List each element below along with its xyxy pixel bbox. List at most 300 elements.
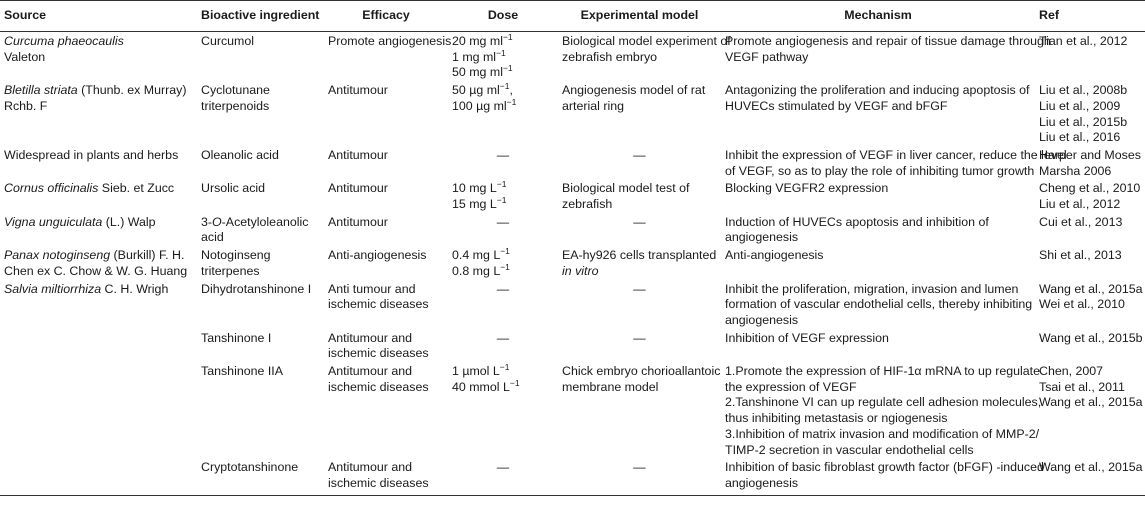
cell-dose	[448, 458, 558, 495]
cell-line	[201, 282, 320, 298]
text-run: 3.Inhibition of matrix invasion and modification of MMP-2/	[725, 426, 1040, 441]
cell-line	[201, 215, 320, 231]
text-run: 20 mg ml	[452, 34, 503, 48]
cell-source	[0, 81, 197, 146]
text-run: —	[633, 460, 646, 475]
cell-bioactive-ingredient	[197, 179, 324, 212]
text-run: Marsha 2006	[1039, 163, 1112, 178]
cell-line	[1039, 148, 1141, 164]
cell-mechanism	[721, 146, 1067, 179]
text-run: 15 mg L	[452, 197, 497, 212]
table-row	[0, 213, 1145, 246]
cell-line	[725, 282, 1031, 298]
superscript: −1	[500, 261, 510, 272]
cell-line	[452, 65, 554, 81]
italic-text: Salvia miltiorrhiza	[4, 281, 102, 296]
text-run: Cryptotanshinone	[201, 460, 299, 475]
text-run: triterpenoids	[201, 98, 270, 113]
text-run: 1 mg ml	[452, 49, 497, 64]
cell-line	[562, 50, 717, 66]
cell-line	[1039, 99, 1141, 115]
cell-line	[1039, 215, 1141, 231]
cell-line	[4, 99, 193, 115]
cell-line	[562, 380, 717, 396]
cell-bioactive-ingredient	[197, 213, 324, 246]
cell-mechanism	[721, 213, 1035, 246]
text-run: —	[633, 214, 646, 229]
cell-line	[725, 395, 1042, 411]
text-run: Antagonizing the proliferation and inducing apoptosis of	[725, 83, 1030, 98]
superscript: −1	[496, 179, 507, 190]
text-run: (L.) Walp	[102, 214, 156, 229]
cell-line	[4, 83, 193, 99]
cell-line	[328, 331, 444, 347]
text-run: ischemic diseases	[328, 346, 429, 361]
cell-line	[328, 83, 444, 99]
cell-dose	[448, 213, 558, 246]
text-run: Antitumour	[328, 83, 388, 98]
cell-bioactive-ingredient	[197, 362, 324, 458]
text-run: Antitumour and	[328, 330, 413, 345]
cell-line	[328, 476, 444, 492]
cell-line	[562, 34, 731, 50]
cell-line	[452, 215, 554, 231]
text-run: Liu et al., 2008b	[1039, 83, 1128, 98]
cell-line	[328, 181, 444, 197]
cell-mechanism	[721, 179, 1035, 212]
cell-line	[4, 282, 193, 298]
text-run: Ursolic acid	[201, 181, 266, 196]
text-run: —	[633, 281, 646, 296]
cell-line	[4, 181, 193, 197]
cell-line	[328, 282, 444, 298]
cell-line	[725, 364, 1041, 380]
cell-source	[0, 362, 197, 458]
cell-dose	[448, 146, 558, 179]
cell-line	[725, 331, 1031, 347]
text-run: 50 µg ml	[452, 83, 500, 98]
cell-bioactive-ingredient	[197, 280, 324, 329]
table-row	[0, 280, 1145, 329]
cell-line	[725, 181, 1031, 197]
cell-efficacy	[324, 362, 448, 458]
text-run: Chick embryo chorioallantoic	[562, 364, 721, 379]
cell-line	[1039, 380, 1141, 396]
cell-bioactive-ingredient	[197, 246, 324, 279]
text-run: triterpenes	[201, 263, 260, 278]
cell-mechanism	[721, 81, 1035, 146]
text-run: Liu et al., 2015b	[1039, 114, 1128, 129]
cell-line	[201, 181, 320, 197]
text-run: C. H. Wrigh	[101, 281, 169, 296]
cell-line	[201, 248, 320, 264]
text-run: —	[496, 460, 510, 475]
text-run: thus inhibiting metastasis or ngiogenesis	[725, 411, 948, 426]
superscript: −1	[496, 47, 506, 58]
cell-line	[1039, 331, 1141, 347]
cell-efficacy	[324, 280, 448, 329]
text-run: 3-	[201, 214, 213, 229]
cell-ref	[1035, 246, 1145, 279]
cell-line	[562, 248, 717, 264]
cell-line	[328, 297, 444, 313]
text-run: Liu et al., 2012	[1039, 197, 1121, 212]
cell-line	[725, 411, 1031, 427]
cell-efficacy	[324, 32, 452, 82]
cell-line	[1039, 460, 1141, 476]
cell-dose	[448, 81, 558, 146]
text-run: Rchb. F	[4, 98, 48, 113]
cell-experimental-model	[558, 179, 721, 212]
text-run: 100 µg ml	[452, 98, 507, 113]
text-run: Promote angiogenesis	[328, 34, 452, 48]
cell-ref	[1035, 362, 1145, 458]
cell-experimental-model	[558, 146, 721, 179]
text-run: 40 mmol L	[452, 379, 510, 394]
cell-line	[725, 215, 1031, 231]
text-run: ischemic diseases	[328, 475, 429, 490]
cell-mechanism	[721, 362, 1042, 458]
cell-line	[725, 34, 1051, 50]
cell-mechanism	[721, 458, 1044, 495]
text-run: VEGF pathway	[725, 49, 809, 64]
text-run: Wang et al., 2015a	[1039, 395, 1143, 410]
text-run: Antitumour	[328, 181, 388, 196]
header-dose: Dose	[448, 1, 558, 32]
text-run: Tsai et al., 2011	[1039, 379, 1125, 394]
cell-line	[328, 346, 444, 362]
cell-line	[1039, 34, 1141, 50]
cell-line	[4, 215, 193, 231]
text-run: Antitumour and	[328, 460, 413, 475]
text-run: Widespread in plants and herbs	[4, 147, 179, 162]
text-run: membrane model	[562, 379, 659, 394]
cell-line	[1039, 297, 1141, 313]
cell-source	[0, 213, 197, 246]
cell-line	[452, 331, 554, 347]
cell-line	[725, 230, 1031, 246]
table-row	[0, 362, 1145, 458]
cell-line	[725, 443, 1031, 459]
text-run: (Thunb. ex Murray)	[77, 83, 187, 98]
header-mechanism: Mechanism	[721, 1, 1035, 32]
cell-line	[1039, 181, 1141, 197]
text-run: Valeton	[4, 49, 46, 64]
superscript: −1	[502, 32, 513, 42]
text-run: angiogenesis	[725, 475, 799, 490]
cell-line	[4, 264, 193, 280]
italic-text: Vigna unguiculata	[4, 214, 103, 229]
text-run: 0.8 mg L	[452, 263, 501, 278]
header-bioactive-ingredient: Bioactive ingredient	[197, 1, 324, 32]
cell-efficacy	[324, 146, 448, 179]
cell-line	[452, 96, 554, 115]
table-row	[0, 81, 1145, 146]
table-row	[0, 246, 1145, 279]
text-run: angiogenesis	[725, 312, 799, 327]
superscript: −1	[499, 362, 510, 373]
cell-bioactive-ingredient	[197, 81, 324, 146]
cell-ref	[1035, 179, 1145, 212]
cell-line	[562, 364, 721, 380]
cell-line	[725, 83, 1031, 99]
text-run: Inhibit the proliferation, migration, invasion and lumen	[725, 281, 1019, 296]
cell-bioactive-ingredient	[197, 32, 324, 82]
cell-line	[1039, 83, 1141, 99]
cell-line	[562, 99, 717, 115]
cell-line	[725, 426, 1040, 443]
text-run: acid	[201, 230, 224, 245]
text-run: the expression of VEGF	[725, 379, 857, 394]
text-run: Wang et al., 2015b	[1039, 330, 1143, 345]
cell-source	[0, 280, 197, 329]
cell-ref	[1035, 458, 1145, 495]
cell-source	[0, 146, 197, 179]
cell-line	[1039, 282, 1141, 298]
cell-line	[201, 99, 320, 115]
cell-ref	[1035, 280, 1145, 329]
cell-line	[328, 460, 444, 476]
text-run: Chen, 2007	[1039, 364, 1104, 379]
cell-source	[0, 179, 197, 212]
text-run: Promote angiogenesis and repair of tissue damage through	[725, 34, 1051, 48]
italic-text: O	[212, 214, 222, 229]
table-row	[0, 329, 1145, 362]
superscript: −1	[496, 195, 507, 206]
text-run: —	[496, 147, 510, 162]
cell-source	[0, 329, 197, 362]
text-run: Curcumol	[201, 34, 255, 48]
cell-efficacy	[324, 246, 448, 279]
cell-line	[452, 261, 554, 280]
table-row	[0, 458, 1145, 495]
text-run: formation of vascular endothelial cells, thereby inhibiting	[725, 297, 1033, 312]
italic-text: Panax notoginseng	[4, 248, 111, 263]
cell-bioactive-ingredient	[197, 458, 324, 495]
text-run: Cui et al., 2013	[1039, 214, 1123, 229]
cell-mechanism	[721, 280, 1035, 329]
text-run: Liu et al., 2016	[1039, 130, 1121, 145]
cell-line	[725, 163, 1035, 180]
cell-source	[0, 32, 197, 82]
cell-line	[562, 460, 717, 476]
cell-ref	[1035, 81, 1145, 146]
cell-line	[4, 34, 193, 50]
cell-line	[4, 50, 193, 66]
text-run: zebrafish embryo	[562, 49, 658, 64]
cell-dose	[448, 362, 558, 458]
cell-experimental-model	[558, 362, 721, 458]
cell-line	[562, 148, 717, 164]
cell-line	[201, 364, 320, 380]
text-run: 1 µmol L	[452, 364, 500, 379]
text-run: Biological model test of	[562, 181, 690, 196]
italic-text: Bletilla striata	[4, 83, 78, 98]
cell-line	[452, 83, 554, 99]
text-run: HUVECs stimulated by VEGF and bFGF	[725, 98, 948, 113]
text-run: EA-hy926 cells transplanted	[562, 248, 717, 263]
superscript: −1	[500, 246, 510, 257]
cell-line	[201, 460, 320, 476]
cell-line	[1039, 164, 1141, 180]
text-run: Wei et al., 2010	[1039, 297, 1125, 312]
cell-line	[452, 282, 554, 298]
cell-dose	[448, 179, 558, 212]
italic-text: Cornus officinalis	[4, 181, 99, 196]
text-run: —	[633, 330, 646, 345]
cell-mechanism	[721, 246, 1035, 279]
cell-experimental-model	[558, 32, 731, 82]
text-run: Induction of HUVECs apoptosis and inhibition of	[725, 214, 989, 229]
text-run: zebrafish	[562, 197, 613, 212]
text-run: 0.4 mg L	[452, 248, 501, 263]
cell-line	[725, 297, 1031, 313]
cell-line	[562, 83, 717, 99]
cell-line	[452, 377, 554, 396]
text-run: —	[496, 330, 510, 345]
header-source: Source	[0, 1, 197, 32]
cell-line	[562, 197, 717, 213]
cell-line	[725, 380, 1031, 396]
text-run: 50 mg ml	[452, 65, 503, 80]
text-run: Antitumour	[328, 147, 388, 162]
text-run: Oleanolic acid	[201, 147, 279, 162]
cell-line	[725, 460, 1044, 476]
text-run: Inhibition of basic fibroblast growth factor (bFGF) -induced	[725, 460, 1044, 475]
cell-line	[4, 248, 193, 264]
cell-line	[201, 148, 320, 164]
text-run: Tanshinone I	[201, 330, 272, 345]
cell-line	[725, 476, 1031, 492]
cell-ref	[1035, 146, 1145, 179]
text-run: Sieb. et Zucc	[98, 181, 175, 196]
cell-efficacy	[324, 179, 448, 212]
superscript: −1	[506, 96, 517, 107]
text-run: Wang et al., 2015a	[1039, 460, 1143, 475]
superscript: −1	[502, 63, 513, 74]
header-ref: Ref	[1035, 1, 1145, 32]
cell-experimental-model	[558, 458, 721, 495]
text-run: Antitumour	[328, 214, 388, 229]
cell-line	[1039, 364, 1141, 380]
cell-bioactive-ingredient	[197, 329, 324, 362]
text-run: Tian et al., 2012	[1039, 34, 1128, 48]
table-header	[0, 1, 1145, 32]
cell-line	[201, 264, 320, 280]
text-run: —	[496, 281, 510, 296]
cell-ref	[1035, 32, 1145, 82]
cell-line	[328, 34, 452, 50]
italic-text: in vitro	[562, 263, 599, 278]
cell-line	[1039, 130, 1141, 146]
cell-line	[328, 215, 444, 231]
cell-experimental-model	[558, 246, 721, 279]
cell-line	[452, 364, 554, 380]
cell-line	[725, 313, 1031, 329]
cell-line	[4, 148, 193, 164]
superscript: −1	[509, 377, 520, 388]
text-run: Tanshinone IIA	[201, 364, 283, 379]
text-run: Anti tumour and	[328, 281, 416, 296]
cell-efficacy	[324, 213, 448, 246]
header-row	[0, 1, 1145, 32]
cell-line	[1039, 395, 1141, 411]
cell-line	[201, 83, 320, 99]
text-run: arterial ring	[562, 98, 624, 113]
text-run: Blocking VEGFR2 expression	[725, 181, 889, 196]
cell-bioactive-ingredient	[197, 146, 324, 179]
cell-dose	[448, 280, 558, 329]
text-run: Cheng et al., 2010	[1039, 181, 1141, 196]
cell-mechanism	[721, 329, 1035, 362]
cell-source	[0, 246, 197, 279]
cell-line	[1039, 248, 1141, 264]
italic-text: Curcuma phaeocaulis	[4, 34, 124, 48]
cell-experimental-model	[558, 329, 721, 362]
cell-line	[725, 147, 1067, 164]
cell-line	[562, 215, 717, 231]
cell-line	[725, 50, 1031, 66]
text-run: Dihydrotanshinone I	[201, 281, 312, 296]
text-run: Harper and Moses	[1039, 147, 1141, 162]
cell-efficacy	[324, 329, 448, 362]
text-run: TIMP-2 secretion in vascular endothelial cells	[725, 442, 974, 457]
cell-efficacy	[324, 458, 448, 495]
cell-ref	[1035, 213, 1145, 246]
cell-line	[328, 380, 444, 396]
text-run: -Acetyloleanolic	[221, 214, 309, 229]
text-run: of VEGF, so as to play the role of inhibiting tumor growth	[725, 163, 1035, 178]
text-run: 10 mg L	[452, 181, 497, 196]
cell-source	[0, 458, 197, 495]
text-run: (Burkill) F. H.	[110, 248, 185, 263]
cell-line	[328, 148, 444, 164]
text-run: ,	[509, 83, 513, 98]
text-run: 2.Tanshinone VI can up regulate cell adhesion molecules,	[725, 395, 1042, 410]
cell-efficacy	[324, 81, 448, 146]
header-experimental-model: Experimental model	[558, 1, 721, 32]
text-run: Antitumour and	[328, 364, 413, 379]
text-run: ischemic diseases	[328, 379, 429, 394]
text-run: Shi et al., 2013	[1039, 248, 1122, 263]
table-row	[0, 179, 1145, 212]
cell-line	[562, 264, 717, 280]
text-run: Chen ex C. Chow & W. G. Huang	[4, 263, 188, 278]
text-run: Anti-angiogenesis	[328, 248, 427, 263]
superscript: −1	[499, 81, 510, 92]
cell-line	[201, 331, 320, 347]
cell-line	[562, 331, 717, 347]
table-row	[0, 32, 1145, 82]
text-run: 1.Promote the expression of HIF-1α mRNA to up regulate	[725, 364, 1041, 379]
cell-experimental-model	[558, 213, 721, 246]
cell-dose	[448, 246, 558, 279]
cell-line	[452, 148, 554, 164]
cell-experimental-model	[558, 81, 721, 146]
text-run: ischemic diseases	[328, 297, 429, 312]
cell-ref	[1035, 329, 1145, 362]
text-run: Biological model experiment of	[562, 34, 731, 48]
text-run: —	[496, 214, 510, 229]
header-efficacy: Efficacy	[324, 1, 448, 32]
text-run: Liu et al., 2009	[1039, 98, 1121, 113]
table-body	[0, 32, 1145, 496]
cell-mechanism	[721, 32, 1051, 82]
cell-line	[328, 364, 444, 380]
text-run: Inhibition of VEGF expression	[725, 330, 889, 345]
table-row	[0, 146, 1145, 179]
cell-dose	[448, 329, 558, 362]
